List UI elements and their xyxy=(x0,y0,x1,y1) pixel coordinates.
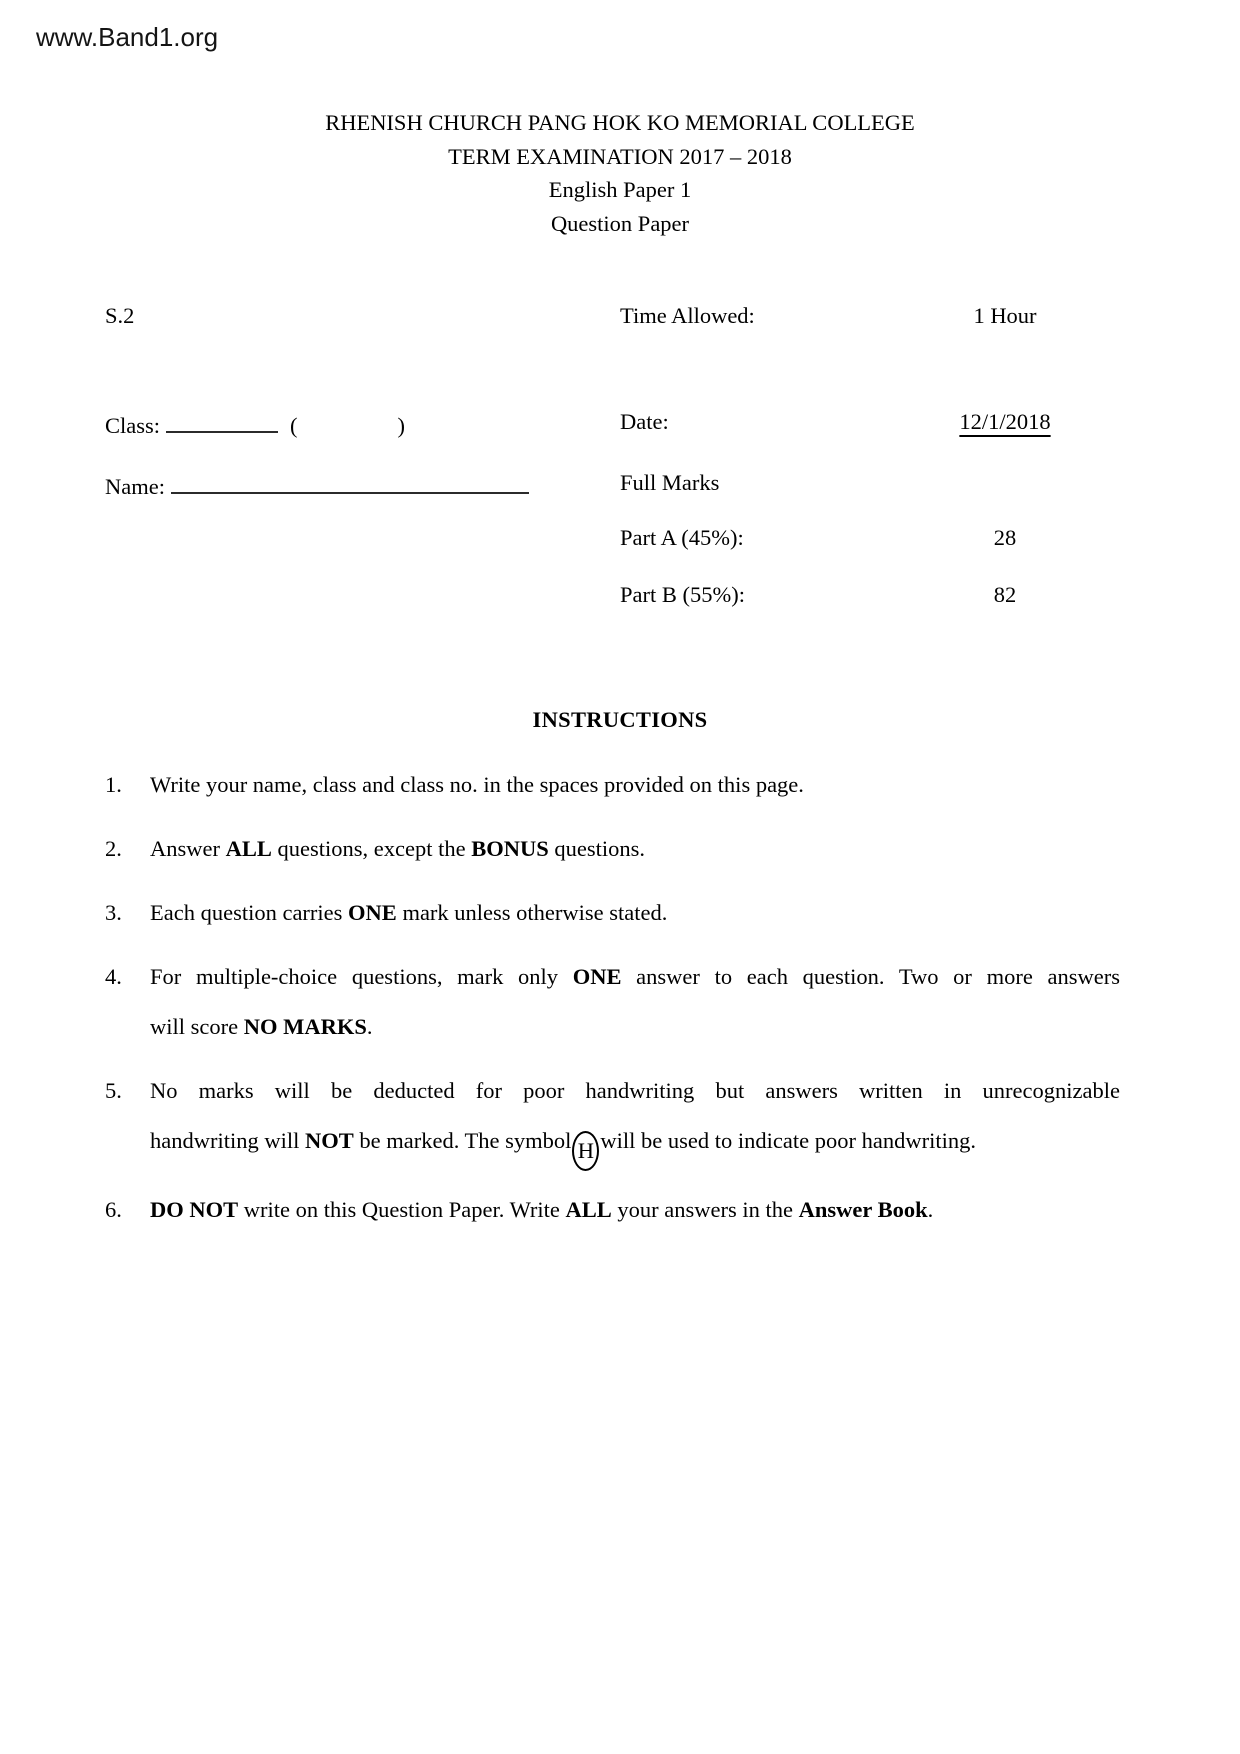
instruction-item xyxy=(105,824,1120,874)
instruction-item xyxy=(105,952,1120,1052)
name-label: Name: xyxy=(105,474,165,499)
class-blank-line xyxy=(166,409,278,433)
instruction-item-text: DO NOT write on this Question Paper. Write ALL your answers in the Answer Book. xyxy=(150,1197,934,1222)
info-row-class-date xyxy=(0,409,1240,441)
instruction-item-number: 2. xyxy=(105,836,122,861)
full-marks-label: Full Marks xyxy=(620,470,720,495)
exam-header xyxy=(0,106,1240,240)
info-row-time xyxy=(0,303,1240,335)
instruction-item-number: 3. xyxy=(105,900,122,925)
instructions-title: INSTRUCTIONS xyxy=(532,707,708,732)
instruction-item xyxy=(105,1066,1120,1171)
instruction-item-text: Each question carries ONE mark unless otherwise stated. xyxy=(150,900,668,925)
time-allowed-label: Time Allowed: xyxy=(620,303,755,328)
part-b-value: 82 xyxy=(993,582,1017,607)
class-paren-close: ) xyxy=(397,413,406,438)
part-a-label: Part A (45%): xyxy=(620,525,744,550)
instruction-item-number: 5. xyxy=(105,1078,122,1103)
class-label: Class: xyxy=(105,413,161,438)
info-row-part-b xyxy=(0,582,1240,614)
poor-handwriting-symbol: H xyxy=(572,1131,599,1171)
class-paren-open: ( xyxy=(290,413,298,438)
name-blank-line xyxy=(171,470,529,494)
instruction-item-text: Write your name, class and class no. in the spaces provided on this page. xyxy=(150,772,804,797)
form-level: S.2 xyxy=(105,303,135,328)
instruction-item xyxy=(105,1185,1120,1235)
instruction-item-number: 4. xyxy=(105,964,122,989)
site-watermark: www.Band1.org xyxy=(36,22,219,52)
info-row-name-marks xyxy=(0,470,1240,502)
info-row-part-a xyxy=(0,525,1240,557)
time-allowed-value: 1 Hour xyxy=(973,303,1037,328)
part-a-value: 28 xyxy=(993,525,1017,550)
part-b-label: Part B (55%): xyxy=(620,582,745,607)
exam-title: TERM EXAMINATION 2017 – 2018 xyxy=(448,143,792,169)
paper-title: English Paper 1 xyxy=(548,177,692,202)
school-name: RHENISH CHURCH PANG HOK KO MEMORIAL COLLEGE xyxy=(325,110,915,135)
doc-type: Question Paper xyxy=(550,210,690,236)
instruction-item xyxy=(105,888,1120,938)
instruction-item-text: For multiple-choice questions, mark only ONE answer to each question. Two or more answers will score NO MARKS. xyxy=(150,964,1120,1039)
instruction-item-number: 1. xyxy=(105,772,122,797)
date-label: Date: xyxy=(620,409,669,434)
instruction-item xyxy=(105,760,1120,810)
instruction-item-text: Answer ALL questions, except the BONUS questions. xyxy=(150,836,645,861)
date-value: 12/1/2018 xyxy=(959,409,1051,434)
instruction-item-text: No marks will be deducted for poor handwriting but answers written in unrecognizable handwriting will NOT be marked. The symbol H will be used to indicate poor handwriting. xyxy=(150,1066,1120,1171)
instruction-item-number: 6. xyxy=(105,1197,122,1222)
instructions-list xyxy=(105,760,1120,1249)
